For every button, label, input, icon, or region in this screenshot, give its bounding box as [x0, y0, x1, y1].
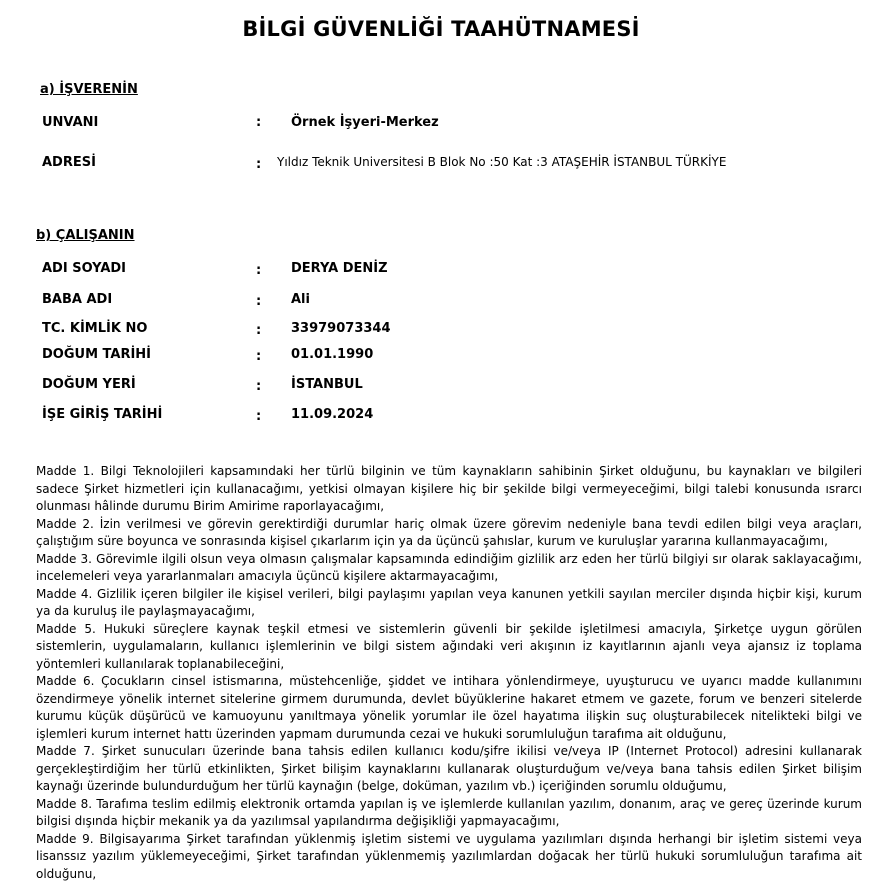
article-3: Madde 3. Görevimle ilgili olsun veya olmasın çalışmalar kapsamında edindiğim gizlilik arz eden her türlü bilgiyi sır olarak saklayacağımı, incelemeleri veya yararlanmaları amacıyla üçüncü kişilere aktarmayacağımı, — [36, 551, 862, 583]
field-separator: : — [256, 115, 262, 130]
field-label-baba-adi: BABA ADI — [42, 292, 113, 307]
field-value-dogum-yeri: İSTANBUL — [291, 377, 363, 392]
employer-heading: a) İŞVERENİN — [40, 82, 138, 97]
field-separator: : — [256, 263, 262, 278]
field-label-dogum-yeri: DOĞUM YERİ — [42, 377, 136, 392]
field-value-tc-kimlik-no: 33979073344 — [291, 321, 391, 336]
field-label-ise-giris-tarihi: İŞE GİRİŞ TARİHİ — [42, 407, 163, 422]
article-2: Madde 2. İzin verilmesi ve görevin gerektirdiği durumlar hariç olmak üzere görevim nedeniyle bana tevdi edilen bilgi veya araçları, çalıştığım süre boyunca ve sonrasında kişisel çıkarlarım için ya da üçüncü şahıslar, kurum ve kuruluşlar yararına kullanmayacağımı, — [36, 516, 862, 548]
field-value-adi-soyadi: DERYA DENİZ — [291, 261, 388, 276]
article-4: Madde 4. Gizlilik içeren bilgiler ile kişisel verileri, bilgi paylaşımı yapılan veya kanunen yetkili sayılan merciler dışında hiçbir kişi, kurum ya da kuruluş ile paylaşmayacağımı, — [36, 586, 862, 618]
field-value-ise-giris-tarihi: 11.09.2024 — [291, 407, 374, 422]
field-separator: : — [256, 379, 262, 394]
field-value-dogum-tarihi: 01.01.1990 — [291, 347, 374, 362]
field-separator: : — [256, 157, 262, 172]
employee-heading: b) ÇALIŞANIN — [36, 228, 135, 243]
article-1: Madde 1. Bilgi Teknolojileri kapsamındaki her türlü bilginin ve tüm kaynakların sahibinin Şirket olduğunu, bu kaynakları ve bilgileri sadece Şirket hizmetleri için kullanacağımı, yetkisi olmayan kişilere hiç bir şekilde bilgi vermeyeceğimi, bilgi talebi konusunda ısrarcı olunması hâlinde durumu Birim Amirime raporlayacağımı, — [36, 464, 862, 513]
article-8: Madde 8. Tarafıma teslim edilmiş elektronik ortamda yapılan iş ve işlemlerde kullanılan yazılım, donanım, araç ve gereç üzerinde kurum bilgisi dışında hiçbir mekanik ya da yazılımsal yapılandırma değişikliği yapmayacağımı, — [36, 796, 862, 828]
field-label-tc-kimlik-no: TC. KİMLİK NO — [42, 321, 148, 336]
article-6: Madde 6. Çocukların cinsel istismarına, müstehcenliğe, şiddet ve intihara yönlendirmeye, uyuşturucu ve uyarıcı madde kullanımını özendirmeye yönelik internet sitelerine girmem durumunda, devlet büyüklerine hakaret etmem ve gazete, forum ve benzeri sitelerde kurumu küçük düşürücü ve kamuoyunu yanıltmaya yönelik yorumlar ile özel hayatıma ilişkin suç oluşturabilecek nitelikteki bilgi ve işlemleri kurum internet hattı üzerinden yapmam durumunda cezai ve hukuki sorumluluğun tarafıma ait olduğunu, — [36, 674, 862, 741]
articles-list — [36, 463, 862, 883]
field-value-adres: Yıldız Teknik Universitesi B Blok No :50 Kat :3 ATAŞEHİR İSTANBUL TÜRKİYE — [277, 155, 727, 169]
field-separator: : — [256, 294, 262, 309]
field-label-adi-soyadi: ADI SOYADI — [42, 261, 127, 276]
field-label-adres: ADRESİ — [42, 155, 96, 170]
article-7: Madde 7. Şirket sunucuları üzerinde bana tahsis edilen kullanıcı kodu/şifre ikilisi ve/veya IP (Internet Protocol) adresini kullanarak gerçekleştirdiğim her türlü etkinlikten, Şirket bilişim kaynaklarını kullanarak oluşturduğum ve/veya bana tahsis edilen Şirket bilişim kaynağı üzerinde bulundurduğum her türlü kaynağın (belge, doküman, yazılım vb.) içeriğinden sorumlu olduğumu, — [36, 744, 862, 793]
field-label-dogum-tarihi: DOĞUM TARİHİ — [42, 347, 152, 362]
field-separator: : — [256, 409, 262, 424]
field-value-unvan: Örnek İşyeri-Merkez — [291, 115, 439, 130]
field-separator: : — [256, 349, 262, 364]
field-value-baba-adi: Ali — [291, 292, 310, 307]
document-title: BİLGİ GÜVENLİĞİ TAAHÜTNAMESİ — [242, 17, 640, 41]
article-5: Madde 5. Hukuki süreçlere kaynak teşkil etmesi ve sistemlerin güvenli bir şekilde işletilmesi amacıyla, Şirketçe uygun görülen sistemlerin, uygulamaların, kullanıcı işlemlerinin ve bilgi sistem ağındaki veri akışının iz kayıtlarının ajanlı veya ajansız iz toplama yöntemleri kullanılarak toplanabileceğini, — [36, 621, 862, 671]
field-separator: : — [256, 323, 262, 338]
field-label-unvan: UNVANI — [42, 115, 99, 130]
article-9: Madde 9. Bilgisayarıma Şirket tarafından yüklenmiş işletim sistemi ve uygulama yazılımları dışında herhangi bir işletim sistemi veya lisanssız yazılım yüklemeyeceğimi, Şirket tarafından yüklenmemiş yazılımlardan doğacak her türlü hukuki sorumluluğun tarafıma ait olduğunu, — [36, 831, 862, 881]
